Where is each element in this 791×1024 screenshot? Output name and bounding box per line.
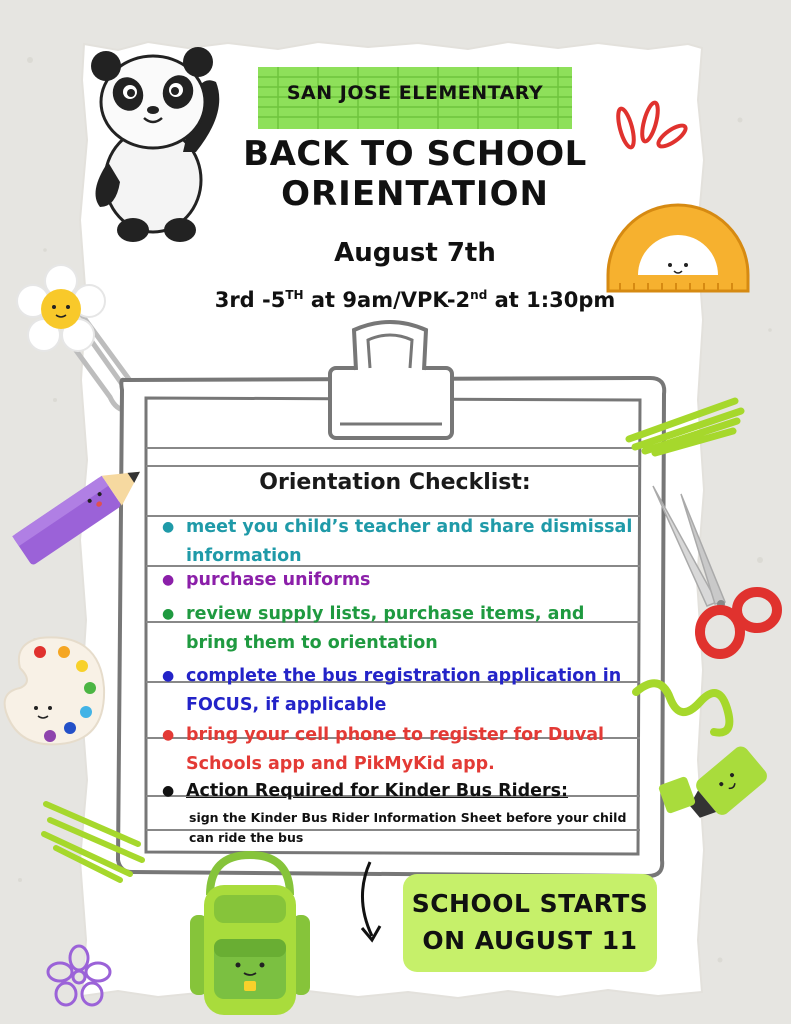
event-title-line1: BACK TO SCHOOL (243, 134, 587, 174)
bullet-icon: ● (162, 727, 175, 743)
grade-upper: 3rd -5 (214, 288, 286, 312)
highlighter-icon (630, 672, 780, 837)
checklist-item (162, 513, 642, 571)
checklist-item-text: bring your cell phone to register for Duval Schools app and PikMyKid app. (186, 725, 605, 774)
school-name: SAN JOSE ELEMENTARY (286, 82, 544, 104)
backpack-icon (180, 855, 320, 1020)
checklist-item (162, 566, 642, 595)
checklist-item (162, 662, 642, 720)
time-upper: at 9am/VPK-2 (303, 288, 471, 312)
scissors-icon (645, 482, 785, 662)
flower-icon (16, 265, 106, 355)
arrow-icon (350, 858, 390, 948)
checklist-item-text: review supply lists, purchase items, and bring them to orientation (186, 604, 585, 653)
school-starts-line2: ON AUGUST 11 (422, 926, 638, 955)
bullet-icon: ● (162, 606, 175, 622)
event-title-line2: ORIENTATION (281, 174, 549, 214)
time-lower: at 1:30pm (487, 288, 616, 312)
grade-upper-suffix: TH (285, 288, 304, 302)
checklist-title: Orientation Checklist: (259, 470, 531, 495)
action-required-heading: Action Required for Kinder Bus Riders: (186, 781, 569, 801)
paint-palette-icon (0, 632, 110, 752)
school-starts-line1: SCHOOL STARTS (411, 889, 649, 918)
bullet-icon: ● (162, 572, 175, 588)
scribble-icon (40, 794, 150, 884)
checklist-item-text: purchase uniforms (186, 570, 371, 590)
bullet-icon: ● (162, 519, 175, 535)
event-date: August 7th (334, 238, 496, 268)
action-required-detail: sign the Kinder Bus Rider Information Sheet before your child can ride the bus (189, 810, 627, 845)
bullet-icon: ● (162, 783, 175, 799)
checklist-item-action-required (162, 777, 642, 806)
pencil-icon (10, 445, 160, 575)
flower-icon (46, 944, 112, 1010)
checklist-item (162, 600, 642, 658)
bullet-icon: ● (162, 668, 175, 684)
checklist-item (162, 721, 642, 779)
checklist-item-text: meet you child’s teacher and share dismissal information (186, 517, 633, 566)
event-times (150, 288, 680, 312)
scribble-icon (625, 395, 745, 455)
school-starts-text (403, 885, 657, 959)
checklist-item-text: complete the bus registration application in FOCUS, if applicable (186, 666, 622, 715)
grade-lower-suffix: nd (470, 288, 488, 302)
